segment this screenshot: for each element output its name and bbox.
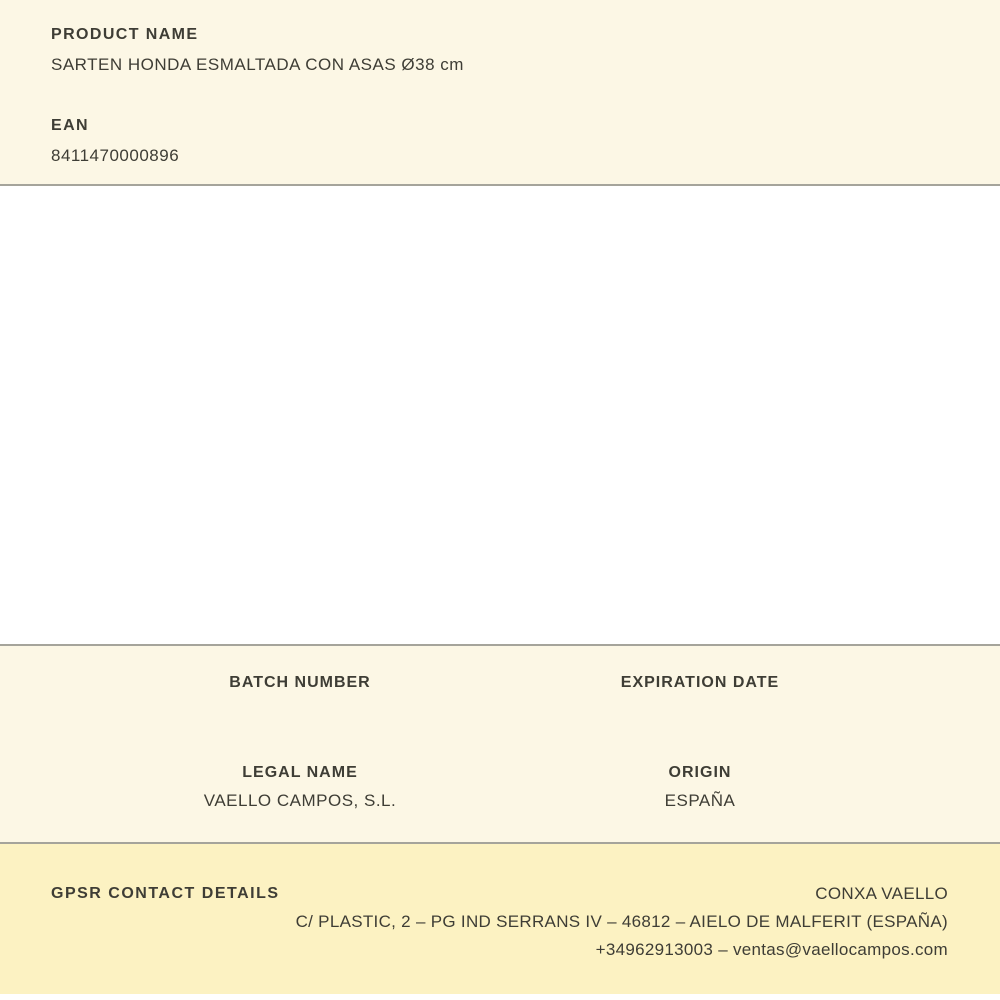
ean-field	[51, 116, 949, 167]
legal-name-field	[100, 763, 500, 812]
ean-label: EAN	[51, 117, 89, 134]
gpsr-contact-section	[0, 844, 1000, 994]
legal-name-value: VAELLO CAMPOS, S.L.	[203, 791, 397, 810]
ean-value: 8411470000896	[51, 146, 180, 165]
batch-number-field	[100, 673, 500, 722]
product-image-area	[0, 186, 1000, 646]
origin-label: ORIGIN	[668, 764, 732, 781]
gpsr-contact-name: CONXA VAELLO	[815, 884, 948, 903]
product-name-field	[51, 25, 949, 76]
details-section	[0, 646, 1000, 844]
gpsr-address: C/ PLASTIC, 2 – PG IND SERRANS IV – 46812 – AIELO DE MALFERIT (ESPAÑA)	[295, 912, 948, 931]
batch-expiration-row	[100, 673, 900, 722]
origin-value: ESPAÑA	[664, 791, 736, 810]
gpsr-contact-details-label: GPSR CONTACT DETAILS	[51, 885, 280, 902]
product-header-section	[0, 0, 1000, 186]
gpsr-contact-block	[296, 880, 948, 964]
expiration-date-value	[500, 700, 900, 722]
expiration-date-label: EXPIRATION DATE	[620, 674, 780, 691]
legal-origin-row	[100, 763, 900, 812]
product-name-value: SARTEN HONDA ESMALTADA CON ASAS Ø38 cm	[51, 55, 464, 74]
batch-number-label: BATCH NUMBER	[229, 674, 371, 691]
product-name-label: PRODUCT NAME	[51, 26, 199, 43]
batch-number-value	[100, 700, 500, 722]
gpsr-phone-email: +34962913003 – ventas@vaellocampos.com	[595, 940, 948, 959]
expiration-date-field	[500, 673, 900, 722]
origin-field	[500, 763, 900, 812]
legal-name-label: LEGAL NAME	[242, 764, 358, 781]
